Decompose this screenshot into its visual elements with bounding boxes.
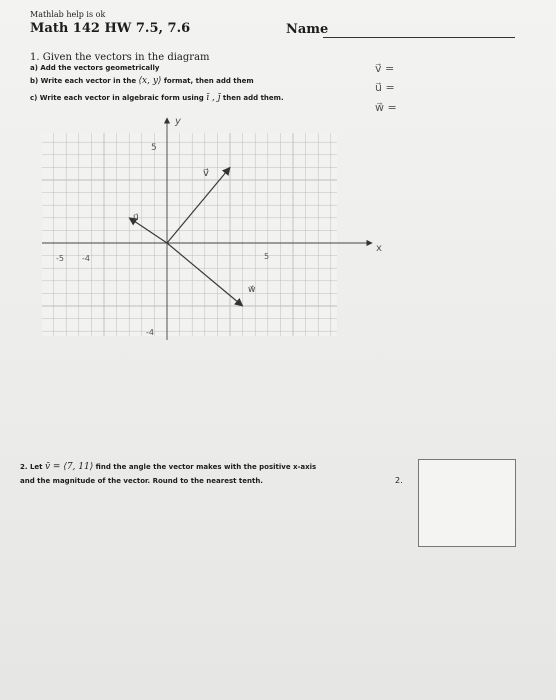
part-c-suffix: then add them. [220, 94, 284, 102]
part-b-suffix: format, then add them [161, 77, 254, 85]
part-c-prefix: c) Write each vector in algebraic form using [30, 94, 207, 102]
tick-label-x-5: 5 [264, 252, 270, 261]
answer-v-eq: = [385, 62, 395, 75]
tick-label-x-neg5: -5 [56, 254, 64, 263]
tick-label-y-neg4: -4 [146, 328, 154, 337]
question-1-text: 1. Given the vectors in the diagram [30, 52, 210, 63]
q2-suffix: find the angle the vector makes with the positive x-axis [93, 463, 317, 471]
header-note: Mathlab help is ok [30, 10, 106, 19]
vector-w-label: w⃗ [248, 285, 256, 295]
part-c-math: ī , j̄ [206, 93, 221, 103]
tick-label-y-5: 5 [151, 143, 157, 153]
vector-v-label: v⃗ [203, 168, 209, 179]
x-axis-label: x [376, 243, 382, 254]
q2-math: v̄ = ⟨7, 11⟩ [44, 462, 94, 472]
question-2-number: 2. [395, 476, 403, 485]
part-b-prefix: b) Write each vector in the [30, 77, 139, 85]
question-2-line-1 [20, 462, 316, 472]
y-axis-label: y [175, 116, 181, 127]
question-1-part-a: a) Add the vectors geometrically [30, 64, 160, 72]
course-title: Math 142 HW 7.5, 7.6 [30, 21, 191, 36]
answer-u-var: u⃗ [375, 81, 382, 94]
name-label: Name [286, 22, 329, 37]
q2-prefix: 2. Let [20, 463, 45, 471]
answer-box[interactable] [418, 459, 516, 547]
answer-u-eq: = [385, 81, 395, 94]
tick-label-x-neg4: -4 [82, 254, 90, 263]
part-b-math: ⟨x, y⟩ [138, 76, 162, 86]
answer-w-eq: = [387, 101, 397, 114]
question-2-line-2: and the magnitude of the vector. Round to the nearest tenth. [20, 477, 263, 485]
vector-u-label: u⃗ [133, 213, 139, 223]
answer-w-var: w⃗ [375, 101, 384, 114]
answer-v-var: v⃗ [375, 62, 382, 75]
